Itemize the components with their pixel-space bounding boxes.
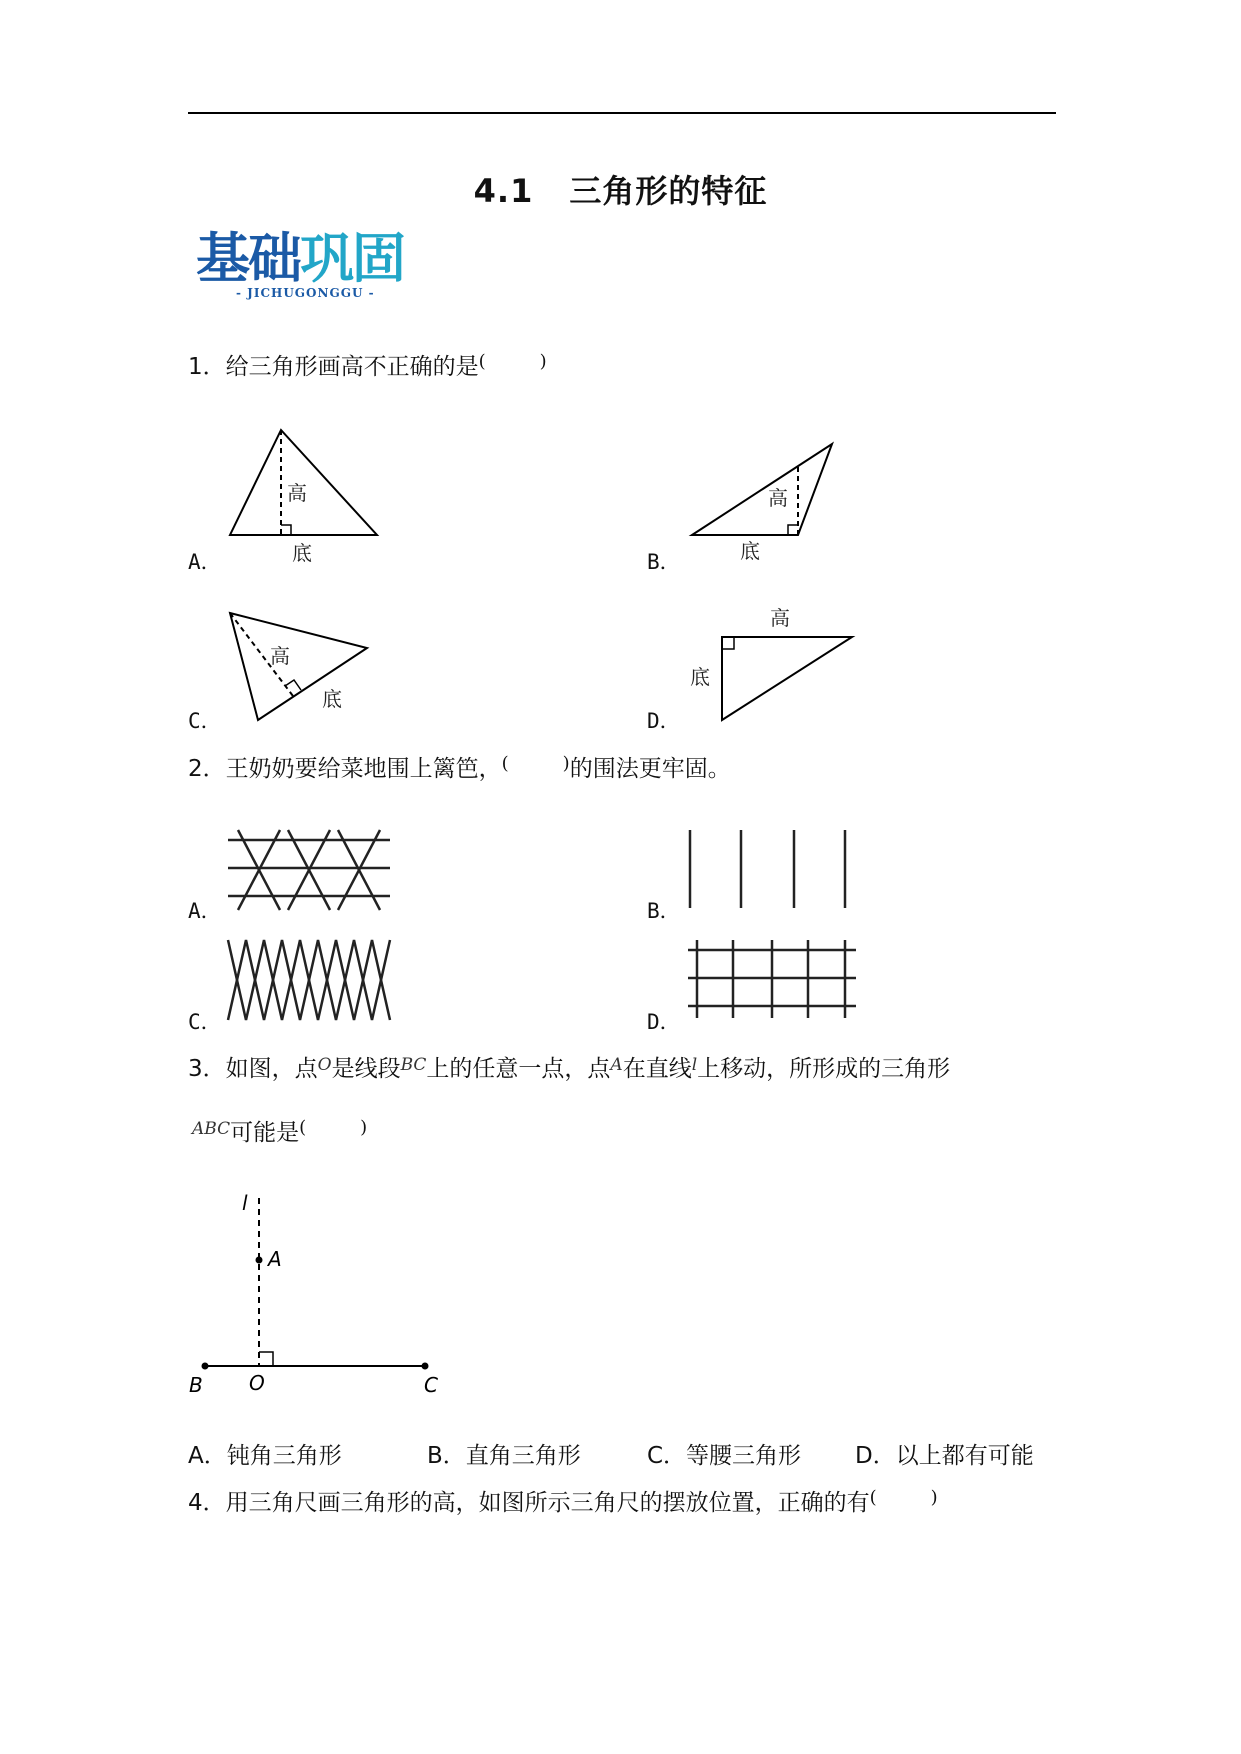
q2-option-a-label: A． <box>188 899 222 923</box>
q3-answer-a: A．钝角三角形 <box>188 1443 342 1469</box>
q3-answer-c: C．等腰三角形 <box>647 1443 802 1469</box>
label-O: O <box>249 1371 265 1395</box>
question-number: 4． <box>188 1490 226 1516</box>
banner-subtitle: - JICHUGONGGU - <box>236 286 375 300</box>
answer-paren-open: ( <box>869 1487 877 1508</box>
question-4 <box>188 1488 938 1518</box>
q1-option-d-label: D． <box>647 709 681 733</box>
question-text-after: 的围法更牢固。 <box>569 756 731 782</box>
q1-option-b-label: B． <box>647 550 681 574</box>
base-label: 底 <box>740 539 760 563</box>
question-number: 3． <box>188 1056 226 1082</box>
point-A <box>256 1257 263 1264</box>
label-C: C <box>424 1373 438 1397</box>
answer-paren-open: ( <box>478 351 486 372</box>
q2-option-c-label: C． <box>188 1010 222 1034</box>
question-text: 上的任意一点，点 <box>426 1056 611 1082</box>
question-number: 2． <box>188 756 226 782</box>
var-l: l <box>691 1055 698 1075</box>
question-text: 在直线 <box>622 1056 692 1082</box>
label-A: A <box>268 1247 282 1271</box>
banner-title-part1: 基础 <box>196 227 300 290</box>
question-text: 用三角尺画三角形的高，如图所示三角尺的摆放位置，正确的有 <box>225 1490 870 1516</box>
base-label: 底 <box>292 541 312 565</box>
answer-paren-close: ) <box>562 753 570 774</box>
var-O: O <box>317 1055 332 1075</box>
question-text: 可能是 <box>230 1120 300 1146</box>
answer-paren-close: ) <box>539 351 547 372</box>
question-text: 王奶奶要给菜地围上篱笆， <box>225 756 502 782</box>
answer-paren-close: ) <box>360 1117 368 1138</box>
height-label: 高 <box>768 486 788 510</box>
question-text: 上移动，所形成的三角形 <box>697 1056 951 1082</box>
right-angle-mark <box>259 1352 273 1366</box>
answer-paren-open: ( <box>501 753 509 774</box>
label-l: l <box>242 1191 248 1215</box>
question-text: 是线段 <box>331 1056 401 1082</box>
answer-paren-close: ) <box>930 1487 938 1508</box>
title-text: 三角形的特征 <box>569 172 768 210</box>
q1-option-a-label: A． <box>188 550 222 574</box>
question-number: 1． <box>188 354 226 380</box>
title-number: 4.1 <box>473 172 534 210</box>
q1-option-c-label: C． <box>188 709 222 733</box>
banner-title-part2: 巩固 <box>300 227 404 290</box>
base-label: 底 <box>690 665 710 689</box>
var-BC: BC <box>400 1055 427 1075</box>
question-text: 给三角形画高不正确的是 <box>225 354 479 380</box>
label-B: B <box>189 1373 203 1397</box>
base-label: 底 <box>322 687 342 711</box>
var-A: A <box>610 1055 623 1075</box>
point-B <box>202 1363 209 1370</box>
height-label: 高 <box>770 606 790 630</box>
var-ABC: ABC <box>192 1119 231 1139</box>
q3-answer-b: B．直角三角形 <box>427 1443 581 1469</box>
q2-option-b-label: B． <box>647 899 681 923</box>
answer-paren-open: ( <box>299 1117 307 1138</box>
q2-option-d-label: D． <box>647 1010 681 1034</box>
height-label: 高 <box>270 644 290 668</box>
point-C <box>422 1363 429 1370</box>
q3-answer-d: D．以上都有可能 <box>855 1443 1034 1469</box>
question-text: 如图，点 <box>225 1056 318 1082</box>
height-label: 高 <box>287 481 307 505</box>
